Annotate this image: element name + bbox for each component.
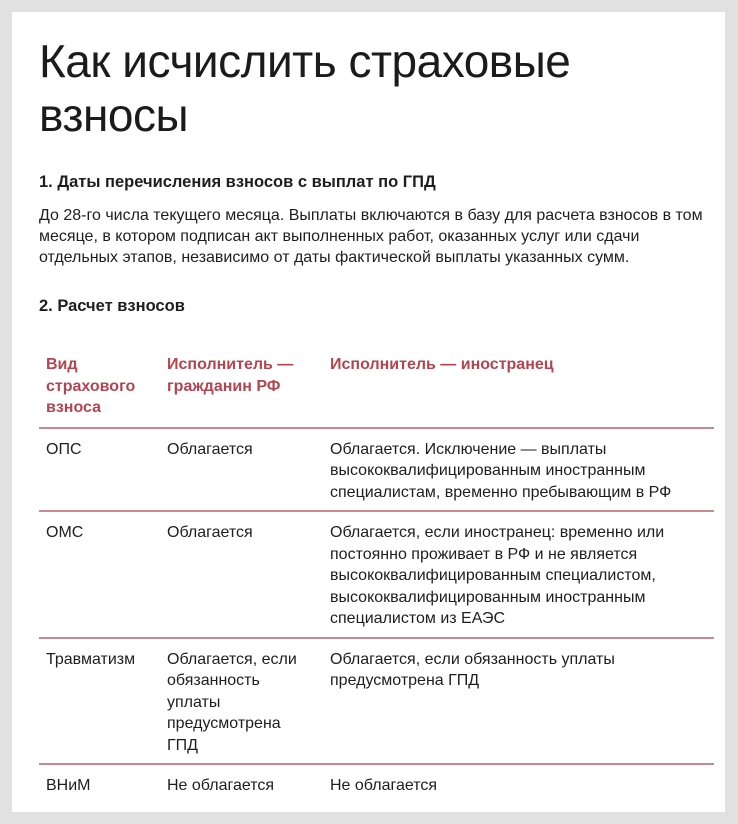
cell-citizen: Облагается: [160, 428, 323, 512]
document-card: [12, 12, 725, 812]
table-row: [39, 428, 714, 512]
cell-type: ВНиМ: [46, 777, 91, 794]
section-heading-calculation: 2. Расчет взносов: [39, 297, 185, 315]
cell-foreigner: Облагается, если обязанность уплаты предусмотрена ГПД: [323, 638, 714, 765]
page-title: Как исчислить страховые взносы: [39, 35, 571, 141]
cell-foreigner: Облагается, если иностранец: временно или постоянно проживает в РФ и не является высококвалифицированным специалистом, высококвалифицированным иностранным специалистом из ЕАЭС: [323, 511, 714, 638]
contributions-table: [39, 342, 714, 804]
column-header-type: Вид страхового взноса: [39, 342, 160, 428]
payment-dates-text: До 28-го числа текущего месяца. Выплаты включаются в базу для расчета взносов в том месяце, в котором подписан акт выполненных работ, оказанных услуг или сдачи отдельных этапов, независимо от даты фактической выплаты указанных сумм.: [39, 207, 703, 266]
section-heading-payment-dates: 1. Даты перечисления взносов с выплат по ГПД: [39, 173, 436, 191]
column-header-citizen: Исполнитель — гражданин РФ: [160, 342, 323, 428]
table-row: [39, 764, 714, 804]
cell-citizen: Облагается, если обязанность уплаты предусмотрена ГПД: [160, 638, 323, 765]
table-header-row: [39, 342, 714, 428]
table-row: [39, 511, 714, 638]
cell-foreigner: Не облагается: [330, 777, 438, 794]
cell-type: Травматизм: [39, 638, 160, 765]
cell-citizen: Не облагается: [167, 777, 275, 794]
cell-citizen: Облагается: [160, 511, 323, 638]
cell-type: ОПС: [39, 428, 160, 512]
cell-foreigner: Облагается. Исключение — выплаты высококвалифицированным иностранным специалистам, временно пребывающим в РФ: [323, 428, 714, 512]
cell-type: ОМС: [39, 511, 160, 638]
table-row: [39, 638, 714, 765]
column-header-foreigner: Исполнитель — иностранец: [323, 342, 714, 428]
